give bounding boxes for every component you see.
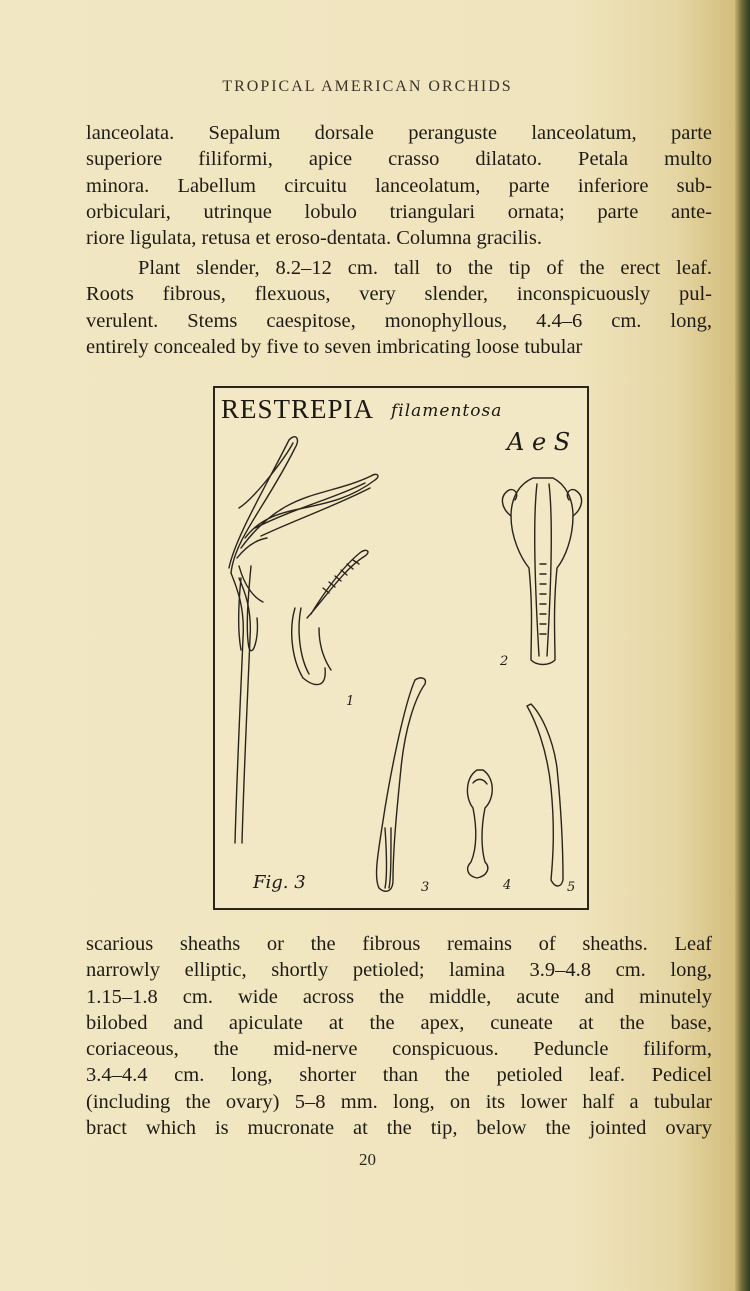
figure-5-petal — [527, 704, 563, 886]
text-line: lanceolata. Sepalum dorsale peranguste lanceolatum, parte — [86, 122, 712, 144]
text-line: Plant slender, 8.2–12 cm. tall to the tip of the erect leaf. — [138, 257, 712, 279]
figure-number-2: 2 — [500, 654, 509, 669]
page-edge — [735, 0, 750, 1291]
text-line: coriaceous, the mid-nerve conspicuous. Peduncle filiform, — [86, 1038, 712, 1061]
figure-4-column — [467, 770, 492, 878]
plate-species-name: filamentosa — [391, 401, 503, 421]
text-line: riore ligulata, retusa et eroso-dentata. Columna gracilis. — [86, 227, 542, 250]
text-line: narrowly elliptic, shortly petioled; lamina 3.9–4.8 cm. long, — [86, 959, 712, 982]
text-line: minora. Labellum circuitu lanceolatum, parte inferiore sub- — [86, 174, 712, 197]
text-line: superiore filiformi, apice crasso dilatato. Petala multo — [86, 148, 712, 171]
text-line: verulent. Stems caespitose, monophyllous, 4.4–6 cm. long, — [86, 309, 712, 332]
running-head: TROPICAL AMERICAN ORCHIDS — [222, 78, 513, 95]
text-line: (including the ovary) 5–8 mm. long, on its lower half a tubular — [86, 1090, 712, 1113]
text-line: entirely concealed by five to seven imbricating loose tubular — [86, 335, 583, 358]
plate-artist-initials: A e S — [507, 428, 571, 456]
plate-genus-title: RESTREPIA — [221, 394, 375, 424]
page-number: 20 — [359, 1150, 376, 1169]
text-line: bract which is mucronate at the tip, below the jointed ovary — [86, 1117, 712, 1140]
paragraph-latin-diagnosis — [86, 120, 712, 251]
text-line: bilobed and apiculate at the apex, cuneate at the base, — [86, 1011, 712, 1034]
plate-figure-label: Fig. 3 — [253, 872, 306, 893]
botanical-plate — [213, 386, 589, 910]
figure-number-4: 4 — [503, 878, 512, 893]
paragraph-leaf-description — [86, 931, 712, 1141]
figure-3-sepal — [377, 678, 426, 891]
text-line: Roots fibrous, flexuous, very slender, inconspicuously pul- — [86, 283, 712, 306]
figure-2-lip — [502, 478, 581, 665]
text-line: orbiculari, utrinque lobulo triangulari ornata; parte ante- — [86, 200, 712, 223]
figure-number-3: 3 — [421, 880, 430, 895]
figure-number-1: 1 — [346, 694, 355, 709]
text-line: scarious sheaths or the fibrous remains of sheaths. Leaf — [86, 933, 712, 955]
orchid-drawing — [215, 388, 587, 908]
figure-1-plant — [229, 437, 378, 843]
text-line: 3.4–4.4 cm. long, shorter than the petioled leaf. Pedicel — [86, 1064, 712, 1087]
paragraph-plant-description — [86, 255, 712, 360]
text-line: 1.15–1.8 cm. wide across the middle, acute and minutely — [86, 985, 712, 1008]
figure-number-5: 5 — [567, 880, 576, 895]
figure-1-flower — [292, 550, 368, 684]
